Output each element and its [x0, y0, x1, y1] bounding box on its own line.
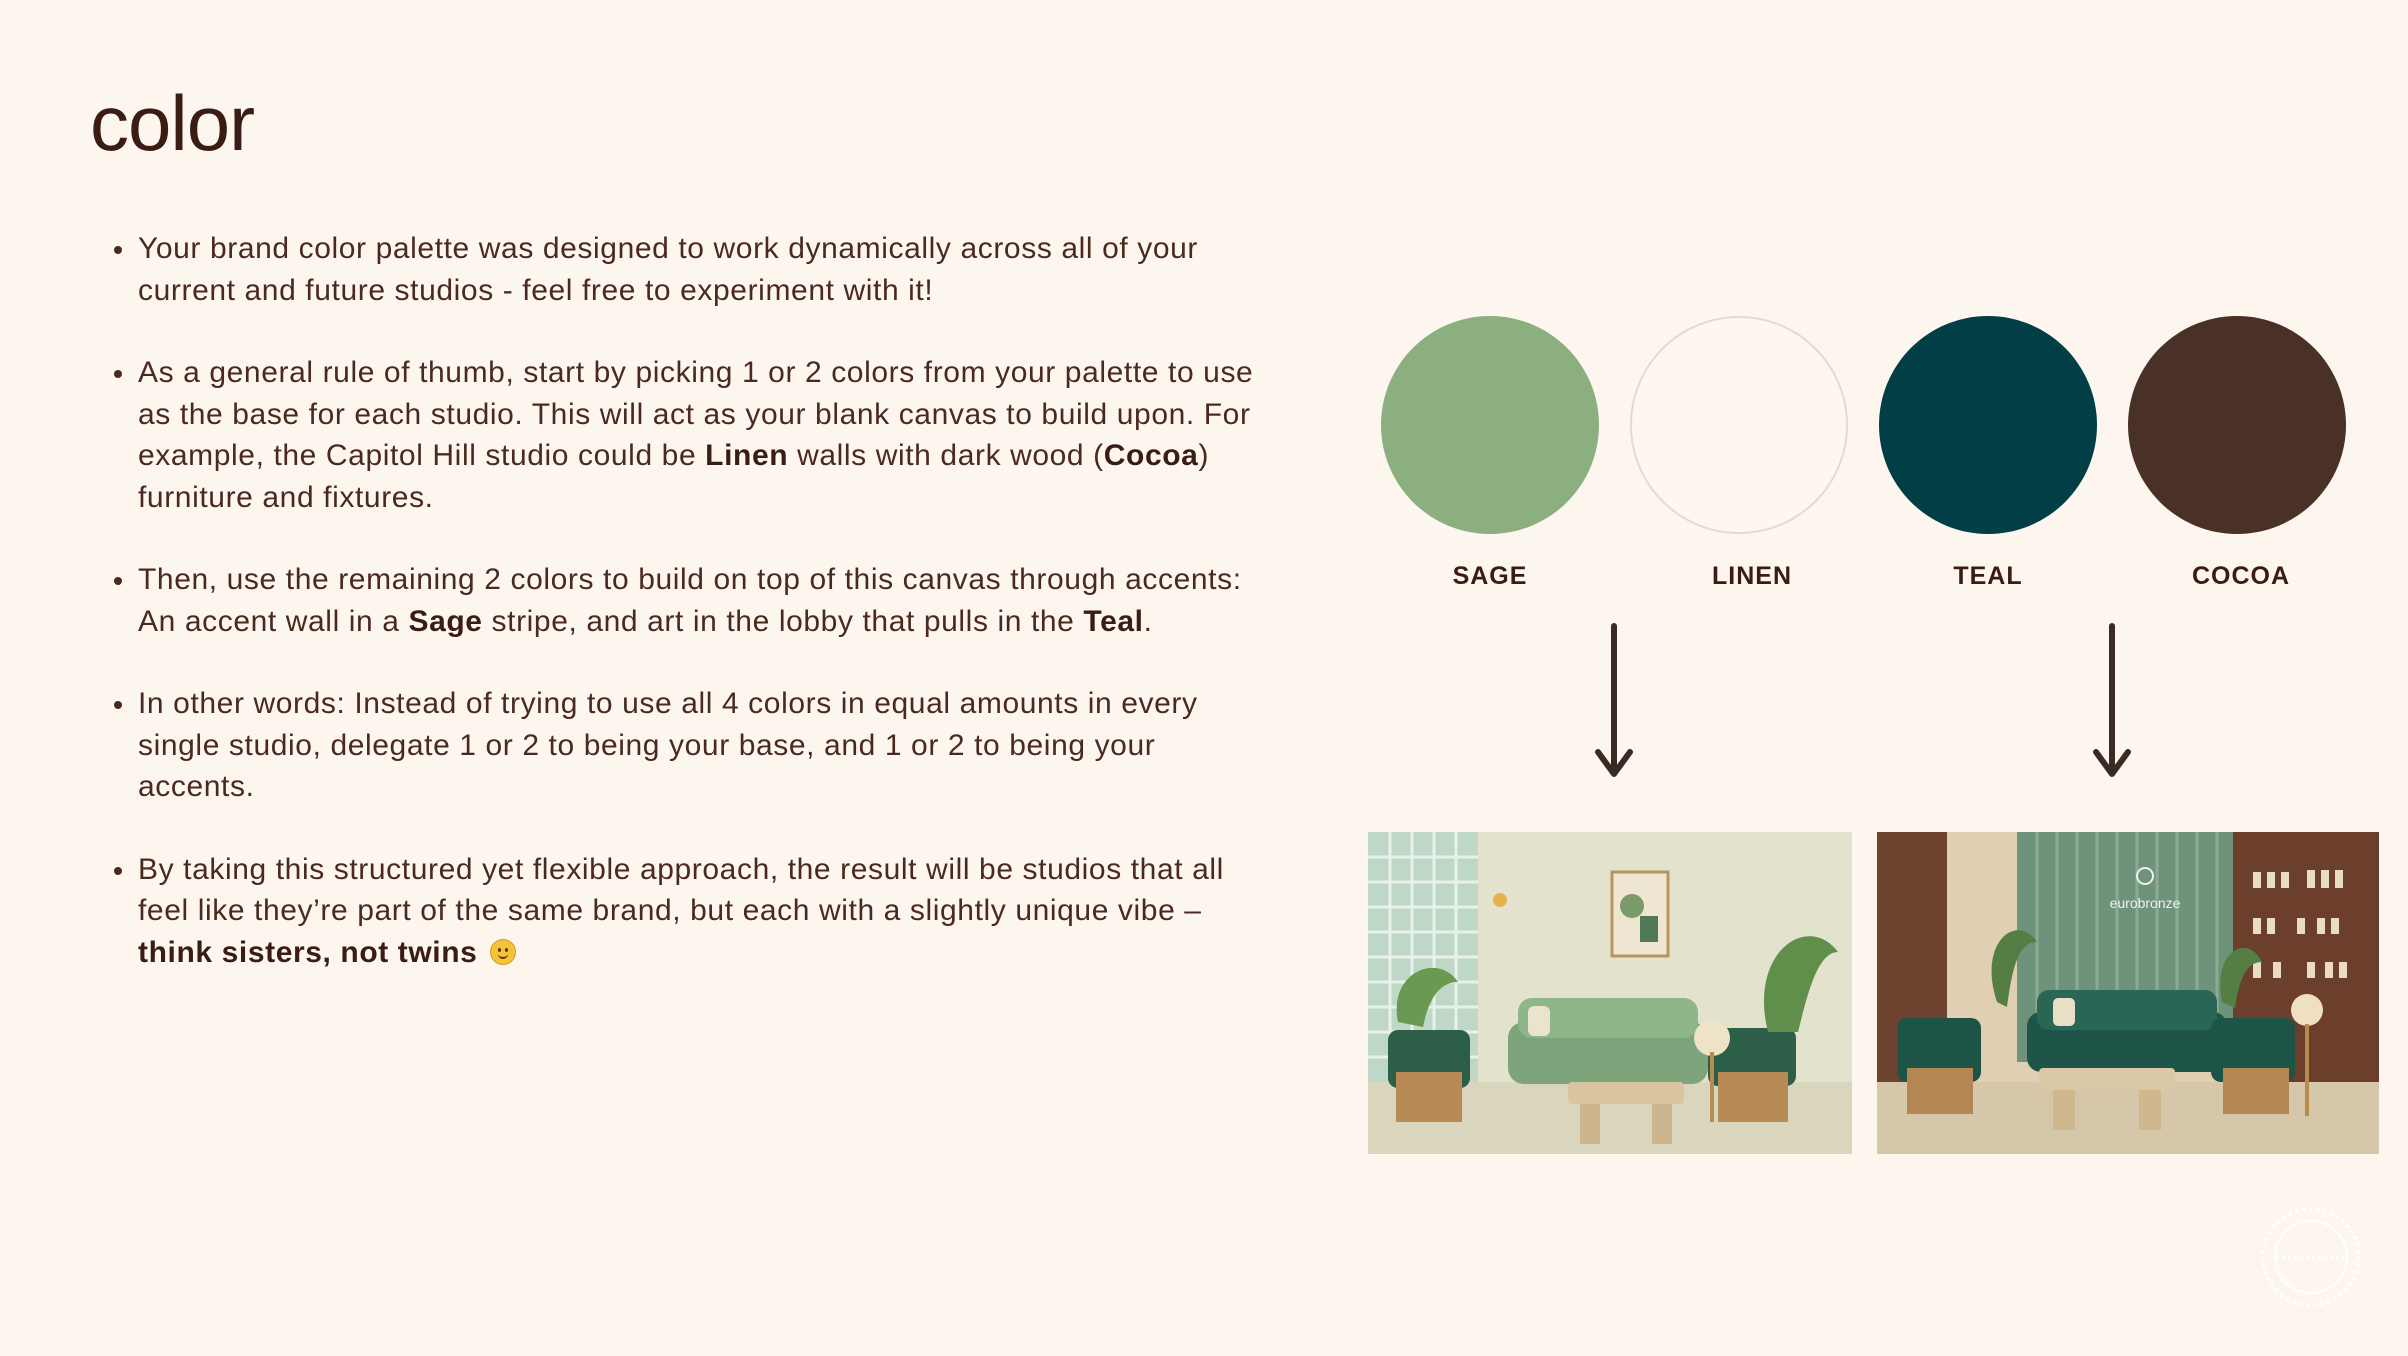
- arrow-down-icon: [1584, 622, 1644, 782]
- bullet-text: As a general rule of thumb, start by picking 1 or 2 colors from your palette to use as the base for each studio. This will act as your blank canvas to build upon. For example, the Capitol Hill studio could be: [138, 356, 1254, 472]
- swatch-cocoa: [2128, 316, 2346, 534]
- bullet-text: By taking this structured yet flexible approach, the result will be studios that all feel like they’re part of the same brand, but each with a slightly unique vibe –: [138, 852, 1224, 927]
- page-title: color: [90, 79, 255, 167]
- bold-term-teal: Teal: [1083, 604, 1144, 638]
- guideline-list: [108, 228, 1268, 1014]
- bullet-item: [108, 228, 1268, 311]
- swatch-label-teal: TEAL: [1953, 562, 2023, 590]
- arrow-down-icon: [2082, 622, 2142, 782]
- bullet-text: Then, use the remaining 2 colors to build on top of this canvas through accents: An accent wall in a: [138, 563, 1242, 638]
- swatch-label-cocoa: COCOA: [2191, 562, 2291, 590]
- teal-room-photo: [1877, 832, 2379, 1154]
- bold-term-sage: Sage: [408, 604, 483, 638]
- bullet-text: Your brand color palette was designed to work dynamically across all of your current and future studios - feel free to experiment with it!: [138, 232, 1199, 307]
- sage-room-photo: [1368, 832, 1852, 1154]
- bullet-item: [108, 683, 1268, 808]
- bullet-text: ) furniture and fixtures.: [138, 439, 1210, 514]
- bullet-item: [108, 559, 1268, 642]
- swatch-sage: [1381, 316, 1599, 534]
- smiling-face-icon: [490, 939, 516, 965]
- bullet-text: .: [1143, 604, 1153, 638]
- bold-term-sisters: think sisters, not twins: [138, 935, 478, 969]
- bullet-item: [108, 352, 1268, 518]
- seal-watermark-icon: [2256, 1202, 2366, 1312]
- bullet-text: In other words: Instead of trying to use all 4 colors in equal amounts in every single studio, delegate 1 or 2 to being your base, and 1 or 2 to being your accents.: [138, 687, 1198, 803]
- swatch-label-linen: LINEN: [1712, 562, 1792, 590]
- sign-text: eurobronze: [2109, 895, 2181, 911]
- swatch-linen: [1630, 316, 1848, 534]
- swatch-label-sage: SAGE: [1452, 562, 1528, 590]
- bold-term-cocoa: Cocoa: [1103, 439, 1199, 472]
- bold-term-linen: Linen: [705, 439, 789, 472]
- bullet-item: [108, 849, 1268, 974]
- bullet-text: stripe, and art in the lobby that pulls in the: [482, 604, 1084, 638]
- bullet-text: walls with dark wood (: [788, 439, 1104, 472]
- swatch-teal: [1879, 316, 2097, 534]
